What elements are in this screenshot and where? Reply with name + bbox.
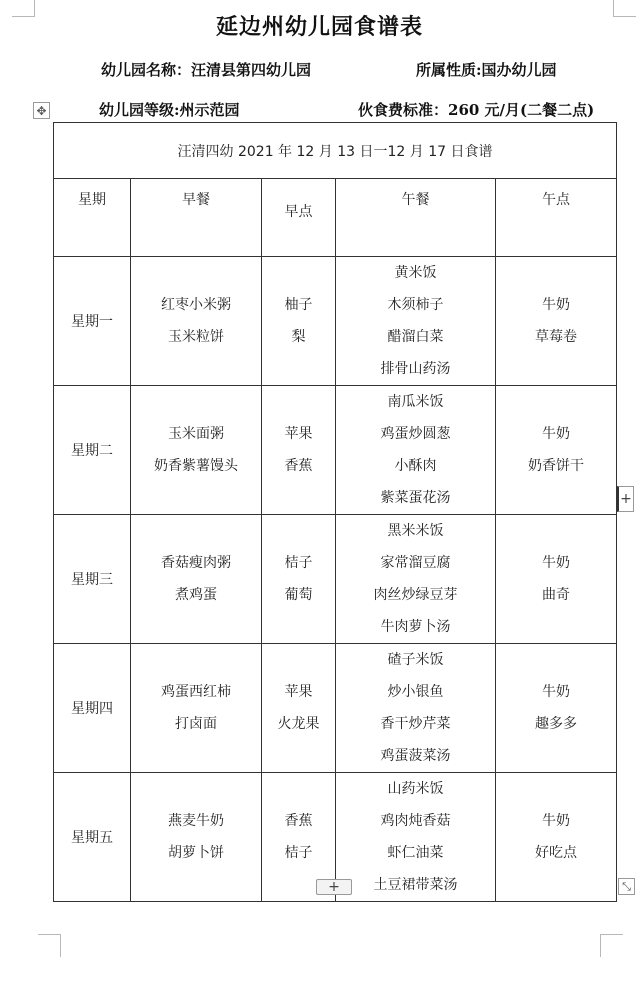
kindergarten-grade: 幼儿园等级:州示范园 [99,101,240,119]
weekday-cell[interactable]: 星期二 [54,386,131,515]
menu-item: 牛奶 [542,813,570,829]
lunch-cell[interactable] [336,515,496,644]
lunch-cell[interactable] [336,386,496,515]
menu-item: 葡萄 [284,587,313,603]
menu-item: 柚子 [284,297,313,313]
breakfast-cell[interactable] [131,644,262,773]
afternoon-snack-cell[interactable] [496,773,617,902]
morning-snack-cell[interactable] [262,386,336,515]
menu-item: 小酥肉 [394,458,437,474]
menu-item: 炒小银鱼 [387,684,444,700]
menu-item: 玉米面粥 [168,426,224,442]
table-row [54,386,617,515]
menu-item: 牛奶 [542,297,570,313]
menu-item: 趣多多 [535,716,577,732]
weekday-cell[interactable]: 星期四 [54,644,131,773]
menu-item: 鸡蛋菠菜汤 [380,748,451,764]
table-move-handle-icon[interactable]: ✥ [33,102,50,119]
menu-item: 好吃点 [535,845,577,861]
menu-item: 奶香紫薯馒头 [154,458,238,474]
menu-item: 香蕉 [284,458,313,474]
breakfast-cell[interactable] [131,515,262,644]
add-row-plus-icon[interactable]: + [316,879,352,895]
weekly-menu-table [53,122,617,902]
menu-item: 紫菜蛋花汤 [380,490,451,506]
menu-item: 碴子米饭 [387,652,444,668]
menu-item: 梨 [291,329,306,345]
afternoon-snack-cell[interactable] [496,644,617,773]
menu-item: 土豆裙带菜汤 [373,877,458,893]
menu-item: 鸡蛋西红柿 [161,684,231,700]
menu-item: 桔子 [284,555,313,571]
menu-item: 木须柿子 [387,297,444,313]
add-column-plus-icon[interactable]: + [617,486,634,512]
afternoon-snack-cell[interactable] [496,386,617,515]
table-resize-handle-icon[interactable]: ⤡ [618,878,635,895]
weekday-cell[interactable]: 星期五 [54,773,131,902]
menu-item: 红枣小米粥 [161,297,231,313]
menu-item: 牛奶 [542,426,570,442]
weekday-cell[interactable]: 星期一 [54,257,131,386]
kindergarten-name: 幼儿园名称：汪清县第四幼儿园 [101,61,312,79]
menu-item: 苹果 [284,684,313,700]
weekday-cell[interactable]: 星期三 [54,515,131,644]
morning-snack-cell[interactable] [262,515,336,644]
lunch-cell[interactable] [336,257,496,386]
menu-item: 虾仁油菜 [387,845,444,861]
header-breakfast[interactable]: 早餐 [131,179,262,257]
table-row [54,644,617,773]
menu-item: 黄米饭 [394,265,437,281]
breakfast-cell[interactable] [131,386,262,515]
header-afternoon-snack[interactable]: 午点 [496,179,617,257]
header-weekday[interactable]: 星期 [54,179,131,257]
table-header-row [54,179,617,257]
menu-item: 煮鸡蛋 [175,587,217,603]
page-corner-mark [38,934,61,957]
lunch-cell[interactable] [336,773,496,902]
menu-item: 香菇瘦肉粥 [161,555,231,571]
ownership-type: 所属性质:国办幼儿园 [416,61,557,79]
table-caption[interactable]: 汪清四幼 2021 年 12 月 13 日一12 月 17 日食谱 [54,123,617,179]
fee-standard: 伙食费标准：260 元/月(二餐二点) [358,101,595,119]
menu-item: 黑米米饭 [387,523,444,539]
menu-item: 山药米饭 [387,781,444,797]
breakfast-cell[interactable] [131,773,262,902]
morning-snack-cell[interactable] [262,257,336,386]
menu-item: 牛奶 [542,684,570,700]
page-corner-mark [600,934,623,957]
menu-item: 牛肉萝卜汤 [380,619,451,635]
menu-item: 燕麦牛奶 [168,813,224,829]
table-row [54,515,617,644]
menu-item: 肉丝炒绿豆芽 [373,587,458,603]
breakfast-cell[interactable] [131,257,262,386]
menu-item: 胡萝卜饼 [168,845,224,861]
menu-item: 南瓜米饭 [387,394,444,410]
menu-item: 火龙果 [277,716,320,732]
menu-item: 桔子 [284,845,313,861]
menu-item: 奶香饼干 [528,458,584,474]
menu-item: 香干炒芹菜 [380,716,451,732]
menu-item: 苹果 [284,426,313,442]
lunch-cell[interactable] [336,644,496,773]
menu-item: 香蕉 [284,813,313,829]
menu-item: 排骨山药汤 [380,361,451,377]
menu-item: 鸡肉炖香菇 [380,813,451,829]
menu-item: 鸡蛋炒圆葱 [380,426,451,442]
afternoon-snack-cell[interactable] [496,515,617,644]
menu-item: 玉米粒饼 [168,329,224,345]
menu-item: 打卤面 [175,716,217,732]
menu-item: 醋溜白菜 [387,329,444,345]
document-title: 延边州幼儿园食谱表 [215,14,423,40]
table-row [54,257,617,386]
morning-snack-cell[interactable] [262,644,336,773]
menu-item: 草莓卷 [535,329,577,345]
menu-item: 家常溜豆腐 [380,555,451,571]
header-lunch[interactable]: 午餐 [336,179,496,257]
menu-item: 曲奇 [542,587,570,603]
header-morning-snack[interactable]: 早点 [262,179,336,257]
menu-item: 牛奶 [542,555,570,571]
afternoon-snack-cell[interactable] [496,257,617,386]
